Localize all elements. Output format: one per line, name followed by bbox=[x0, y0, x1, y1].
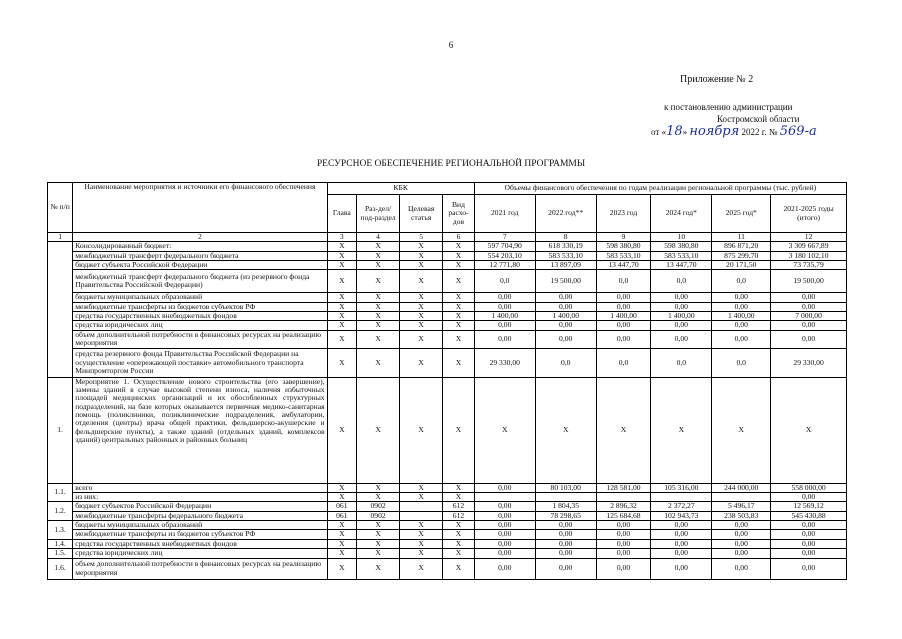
table-row bbox=[48, 493, 847, 502]
value-cell: 0,00 bbox=[535, 539, 596, 548]
kbk-cell: X bbox=[327, 521, 356, 530]
value-cell: 0,00 bbox=[712, 549, 771, 558]
value-cell: X bbox=[651, 377, 712, 483]
value-cell: 0,0 bbox=[651, 270, 712, 293]
row-name: межбюджетные трансферты федерального бюджета bbox=[73, 511, 327, 520]
kbk-cell: X bbox=[327, 558, 356, 579]
kbk-cell: X bbox=[400, 483, 443, 492]
kbk-cell: X bbox=[443, 321, 475, 330]
value-cell bbox=[596, 493, 651, 502]
column-number-row bbox=[48, 233, 847, 242]
kbk-cell: 0902 bbox=[357, 511, 400, 520]
value-cell: 0,0 bbox=[596, 348, 651, 377]
value-cell: 7 000,00 bbox=[771, 312, 847, 321]
value-cell: 618 330,19 bbox=[535, 242, 596, 251]
row-name: средства государственных внебюджетных фондов bbox=[73, 539, 327, 548]
value-cell: 0,00 bbox=[771, 302, 847, 311]
table-row bbox=[48, 521, 847, 530]
kbk-cell: X bbox=[400, 493, 443, 502]
kbk-cell: 061 bbox=[327, 511, 356, 520]
date-year: 2022 г. № bbox=[741, 127, 778, 137]
value-cell: 0,00 bbox=[712, 539, 771, 548]
row-number: 1.5. bbox=[48, 549, 73, 558]
header-year-2024: 2024 год* bbox=[651, 195, 712, 233]
kbk-cell bbox=[400, 502, 443, 511]
value-cell: 0,00 bbox=[712, 321, 771, 330]
value-cell: 0,0 bbox=[712, 270, 771, 293]
header-year-2023: 2023 год bbox=[596, 195, 651, 233]
value-cell: 0,00 bbox=[596, 330, 651, 348]
table-row bbox=[48, 321, 847, 330]
value-cell bbox=[651, 493, 712, 502]
kbk-cell: X bbox=[443, 348, 475, 377]
row-name: средства юридических лиц bbox=[73, 321, 327, 330]
table-row bbox=[48, 502, 847, 511]
date-mid: » bbox=[682, 127, 688, 137]
value-cell bbox=[474, 493, 535, 502]
kbk-cell: X bbox=[357, 558, 400, 579]
header-year-2022: 2022 год** bbox=[535, 195, 596, 233]
kbk-cell: X bbox=[357, 242, 400, 251]
kbk-cell: X bbox=[400, 330, 443, 348]
value-cell: X bbox=[474, 377, 535, 483]
value-cell: 598 380,80 bbox=[596, 242, 651, 251]
row-number bbox=[48, 242, 73, 377]
kbk-cell: X bbox=[400, 521, 443, 530]
kbk-cell: X bbox=[357, 377, 400, 483]
table-row bbox=[48, 530, 847, 539]
kbk-cell: X bbox=[400, 293, 443, 302]
value-cell: 0,00 bbox=[596, 521, 651, 530]
value-cell: X bbox=[535, 377, 596, 483]
table-row bbox=[48, 251, 847, 260]
value-cell: 0,0 bbox=[712, 348, 771, 377]
value-cell: 0,00 bbox=[535, 321, 596, 330]
value-cell: 0,00 bbox=[474, 330, 535, 348]
value-cell: 0,00 bbox=[474, 521, 535, 530]
colnum: 11 bbox=[712, 233, 771, 242]
kbk-cell: X bbox=[400, 530, 443, 539]
kbk-cell: X bbox=[327, 302, 356, 311]
kbk-cell: X bbox=[400, 270, 443, 293]
value-cell: 78 298,65 bbox=[535, 511, 596, 520]
value-cell: 0,00 bbox=[474, 321, 535, 330]
kbk-cell: X bbox=[400, 348, 443, 377]
value-cell: 1 804,35 bbox=[535, 502, 596, 511]
kbk-cell: X bbox=[443, 261, 475, 270]
row-number: 1. bbox=[48, 377, 73, 483]
value-cell: 73 735,79 bbox=[771, 261, 847, 270]
value-cell: 0,00 bbox=[712, 293, 771, 302]
kbk-cell: X bbox=[400, 321, 443, 330]
value-cell: 13 447,70 bbox=[651, 261, 712, 270]
value-cell: 2 372,27 bbox=[651, 502, 712, 511]
value-cell: 0,00 bbox=[651, 321, 712, 330]
kbk-cell: X bbox=[327, 242, 356, 251]
value-cell: 5 496,17 bbox=[712, 502, 771, 511]
kbk-cell: X bbox=[443, 521, 475, 530]
value-cell: 0,00 bbox=[535, 558, 596, 579]
value-cell: 583 533,10 bbox=[596, 251, 651, 260]
value-cell: 0,00 bbox=[651, 549, 712, 558]
appendix-label: Приложение № 2 bbox=[680, 74, 754, 85]
kbk-cell: X bbox=[400, 242, 443, 251]
kbk-cell: 612 bbox=[443, 511, 475, 520]
value-cell: 0,00 bbox=[535, 330, 596, 348]
kbk-cell: X bbox=[400, 377, 443, 483]
value-cell: 1 400,00 bbox=[596, 312, 651, 321]
value-cell: 554 203,10 bbox=[474, 251, 535, 260]
value-cell: 0,00 bbox=[596, 293, 651, 302]
value-cell: 0,0 bbox=[535, 348, 596, 377]
row-name: Консолидированный бюджет: bbox=[73, 242, 327, 251]
value-cell: 545 430,88 bbox=[771, 511, 847, 520]
kbk-cell: X bbox=[357, 261, 400, 270]
value-cell: 19 500,00 bbox=[535, 270, 596, 293]
kbk-cell bbox=[400, 511, 443, 520]
kbk-cell: X bbox=[357, 539, 400, 548]
value-cell: 2 896,32 bbox=[596, 502, 651, 511]
value-cell: 0,0 bbox=[474, 270, 535, 293]
value-cell: 0,0 bbox=[596, 270, 651, 293]
value-cell: 0,00 bbox=[474, 549, 535, 558]
value-cell: 0,00 bbox=[771, 330, 847, 348]
header-kbk: КБК bbox=[327, 183, 474, 195]
resource-table bbox=[47, 182, 847, 580]
value-cell: 0,00 bbox=[651, 530, 712, 539]
kbk-cell: X bbox=[327, 483, 356, 492]
colnum: 12 bbox=[771, 233, 847, 242]
colnum: 6 bbox=[443, 233, 475, 242]
value-cell: 0,00 bbox=[651, 302, 712, 311]
kbk-cell: X bbox=[400, 261, 443, 270]
kbk-cell: 612 bbox=[443, 502, 475, 511]
value-cell: 0,00 bbox=[651, 539, 712, 548]
value-cell: 0,00 bbox=[474, 511, 535, 520]
kbk-cell: X bbox=[357, 483, 400, 492]
row-name: межбюджетный трансферт федерального бюджета (из резервного фонда Правительства Российской Федерации) bbox=[73, 270, 327, 293]
table-row bbox=[48, 483, 847, 492]
value-cell: 0,00 bbox=[712, 330, 771, 348]
date-month-handwritten: ноября bbox=[689, 124, 740, 139]
value-cell: 0,00 bbox=[771, 493, 847, 502]
value-cell: 583 533,10 bbox=[651, 251, 712, 260]
kbk-cell: X bbox=[327, 321, 356, 330]
page-number: 6 bbox=[448, 40, 454, 50]
value-cell: 0,00 bbox=[771, 558, 847, 579]
kbk-cell: X bbox=[443, 493, 475, 502]
kbk-cell: X bbox=[400, 302, 443, 311]
value-cell: 0,00 bbox=[651, 330, 712, 348]
value-cell: 583 533,10 bbox=[535, 251, 596, 260]
value-cell: 20 171,50 bbox=[712, 261, 771, 270]
value-cell: 0,00 bbox=[474, 483, 535, 492]
value-cell: 13 897,09 bbox=[535, 261, 596, 270]
value-cell: 0,00 bbox=[771, 321, 847, 330]
table-row bbox=[48, 348, 847, 377]
value-cell: X bbox=[596, 377, 651, 483]
value-cell: 0,00 bbox=[771, 521, 847, 530]
value-cell: 1 400,00 bbox=[535, 312, 596, 321]
row-number: 1.2. bbox=[48, 502, 73, 521]
row-name: межбюджетные трансферты из бюджетов субъектов РФ bbox=[73, 302, 327, 311]
table-row bbox=[48, 511, 847, 520]
value-cell: 598 380,80 bbox=[651, 242, 712, 251]
value-cell: 558 000,00 bbox=[771, 483, 847, 492]
colnum: 9 bbox=[596, 233, 651, 242]
row-name: бюджеты муниципальных образований bbox=[73, 521, 327, 530]
value-cell: 875 299,70 bbox=[712, 251, 771, 260]
kbk-cell: X bbox=[327, 293, 356, 302]
value-cell: 3 180 102,10 bbox=[771, 251, 847, 260]
colnum: 5 bbox=[400, 233, 443, 242]
value-cell: 125 684,68 bbox=[596, 511, 651, 520]
value-cell: 19 500,00 bbox=[771, 270, 847, 293]
header-year-2025: 2025 год* bbox=[712, 195, 771, 233]
colnum: 2 bbox=[73, 233, 327, 242]
table-row bbox=[48, 293, 847, 302]
value-cell: 0,00 bbox=[474, 302, 535, 311]
kbk-cell: X bbox=[357, 493, 400, 502]
kbk-cell: 061 bbox=[327, 502, 356, 511]
value-cell: 0,00 bbox=[712, 302, 771, 311]
kbk-cell: X bbox=[443, 242, 475, 251]
header-num: № п/п bbox=[48, 183, 73, 233]
kbk-cell: X bbox=[443, 270, 475, 293]
kbk-cell: X bbox=[443, 312, 475, 321]
colnum: 4 bbox=[357, 233, 400, 242]
value-cell: 244 000,00 bbox=[712, 483, 771, 492]
value-cell: 0,00 bbox=[771, 549, 847, 558]
value-cell: 12 569,12 bbox=[771, 502, 847, 511]
table-row bbox=[48, 377, 847, 483]
value-cell: 102 943,73 bbox=[651, 511, 712, 520]
kbk-cell: X bbox=[443, 530, 475, 539]
value-cell: 0,00 bbox=[771, 293, 847, 302]
value-cell: 0,0 bbox=[651, 348, 712, 377]
kbk-cell: X bbox=[327, 270, 356, 293]
kbk-cell: 0902 bbox=[357, 502, 400, 511]
value-cell: 0,00 bbox=[771, 530, 847, 539]
value-cell: 238 503,83 bbox=[712, 511, 771, 520]
value-cell: 0,00 bbox=[474, 530, 535, 539]
kbk-cell: X bbox=[400, 251, 443, 260]
kbk-cell: X bbox=[443, 330, 475, 348]
kbk-cell: X bbox=[357, 530, 400, 539]
kbk-cell: X bbox=[327, 549, 356, 558]
table-body bbox=[48, 183, 847, 580]
value-cell: X bbox=[771, 377, 847, 483]
row-name: межбюджетный трансферт федерального бюджета bbox=[73, 251, 327, 260]
kbk-cell: X bbox=[327, 539, 356, 548]
kbk-cell: X bbox=[357, 270, 400, 293]
value-cell: 105 316,00 bbox=[651, 483, 712, 492]
kbk-cell: X bbox=[327, 348, 356, 377]
kbk-cell: X bbox=[443, 558, 475, 579]
value-cell: 3 309 667,89 bbox=[771, 242, 847, 251]
row-name: средства юридических лиц bbox=[73, 549, 327, 558]
value-cell: 0,00 bbox=[712, 530, 771, 539]
kbk-cell: X bbox=[357, 549, 400, 558]
kbk-cell: X bbox=[357, 312, 400, 321]
table-row bbox=[48, 549, 847, 558]
header-section: Раз-дел/под-раздел bbox=[357, 195, 400, 233]
value-cell bbox=[712, 493, 771, 502]
row-name: бюджет субъектов Российской Федерации bbox=[73, 502, 327, 511]
value-cell: 0,00 bbox=[474, 539, 535, 548]
value-cell: 128 581,00 bbox=[596, 483, 651, 492]
value-cell: 0,00 bbox=[771, 539, 847, 548]
value-cell: 0,00 bbox=[535, 549, 596, 558]
value-cell: 0,00 bbox=[596, 558, 651, 579]
table-row bbox=[48, 270, 847, 293]
kbk-cell: X bbox=[327, 530, 356, 539]
value-cell: 13 447,70 bbox=[596, 261, 651, 270]
header-volumes: Объемы финансового обеспечения по годам реализации региональной программы (тыс. рублей) bbox=[474, 183, 846, 195]
row-name: межбюджетные трансферты из бюджетов субъектов РФ bbox=[73, 530, 327, 539]
value-cell: 29 330,00 bbox=[771, 348, 847, 377]
value-cell: 597 704,90 bbox=[474, 242, 535, 251]
kbk-cell: X bbox=[443, 549, 475, 558]
row-name: объем дополнительной потребности в финансовых ресурсах на реализацию мероприятия bbox=[73, 330, 327, 348]
kbk-cell: X bbox=[357, 293, 400, 302]
kbk-cell: X bbox=[357, 330, 400, 348]
kbk-cell: X bbox=[400, 312, 443, 321]
row-name: из них: bbox=[73, 493, 327, 502]
row-name: средства государственных внебюджетных фондов bbox=[73, 312, 327, 321]
value-cell: 0,00 bbox=[535, 530, 596, 539]
value-cell: 0,00 bbox=[651, 293, 712, 302]
row-number: 1.1. bbox=[48, 483, 73, 502]
header-expense-type: Вид расхо-дов bbox=[443, 195, 475, 233]
row-name: средства резервного фонда Правительства Российской Федерации на осуществление «опережающей поставки» автомобильного транспорта Минпромторгом России bbox=[73, 348, 327, 377]
colnum: 1 bbox=[48, 233, 73, 242]
value-cell: 0,00 bbox=[474, 502, 535, 511]
value-cell: 1 400,00 bbox=[651, 312, 712, 321]
decree-reference: к постановлению администрации bbox=[664, 102, 793, 112]
kbk-cell: X bbox=[443, 539, 475, 548]
value-cell: 0,00 bbox=[474, 293, 535, 302]
colnum: 10 bbox=[651, 233, 712, 242]
value-cell: 0,00 bbox=[596, 549, 651, 558]
value-cell: 0,00 bbox=[474, 558, 535, 579]
kbk-cell: X bbox=[357, 251, 400, 260]
value-cell: 0,00 bbox=[651, 521, 712, 530]
decree-number-handwritten: 569-а bbox=[779, 124, 817, 139]
decree-date-line bbox=[651, 124, 817, 139]
kbk-cell: X bbox=[357, 321, 400, 330]
date-prefix: от « bbox=[651, 127, 667, 137]
value-cell: 0,00 bbox=[535, 521, 596, 530]
colnum: 8 bbox=[535, 233, 596, 242]
table-row bbox=[48, 312, 847, 321]
row-number: 1.6. bbox=[48, 558, 73, 579]
kbk-cell: X bbox=[327, 377, 356, 483]
value-cell: X bbox=[712, 377, 771, 483]
value-cell: 0,00 bbox=[712, 558, 771, 579]
table-row bbox=[48, 302, 847, 311]
kbk-cell: X bbox=[357, 521, 400, 530]
kbk-cell: X bbox=[443, 251, 475, 260]
value-cell: 1 400,00 bbox=[712, 312, 771, 321]
value-cell: 0,00 bbox=[596, 302, 651, 311]
kbk-cell: X bbox=[327, 251, 356, 260]
header-total: 2021-2025 годы (итого) bbox=[771, 195, 847, 233]
kbk-cell: X bbox=[400, 558, 443, 579]
document-title: РЕСУРСНОЕ ОБЕСПЕЧЕНИЕ РЕГИОНАЛЬНОЙ ПРОГРАММЫ bbox=[316, 159, 586, 169]
header-target: Целевая статья bbox=[400, 195, 443, 233]
kbk-cell: X bbox=[357, 348, 400, 377]
header-name: Наименование мероприятия и источники его финансового обеспечения bbox=[73, 183, 327, 233]
row-name: Мероприятие 1. Осуществление нового строительства (его завершение), замены зданий в случае высокой степени износа, наличия избыточных площадей медицинских организаций и их обособленных структурных подразделений, на базе которых оказывается первичная медико-санитарная помощь (поликлиники, поликлинические подразделения, амбулатории, отделения (центры) врача общей практики, фельдшерско-акушерские и фельдшерские пункты), а также зданий (отдельных зданий, комплексов зданий) центральных районных и районных больниц bbox=[73, 377, 327, 483]
colnum: 3 bbox=[327, 233, 356, 242]
value-cell: 29 330,00 bbox=[474, 348, 535, 377]
value-cell: 1 400,00 bbox=[474, 312, 535, 321]
date-day-handwritten: 18 bbox=[666, 124, 683, 139]
kbk-cell: X bbox=[327, 493, 356, 502]
table-row bbox=[48, 558, 847, 579]
row-number: 1.3. bbox=[48, 521, 73, 540]
value-cell: 0,00 bbox=[596, 539, 651, 548]
row-name: всего bbox=[73, 483, 327, 492]
row-number: 1.4. bbox=[48, 539, 73, 548]
table-row bbox=[48, 330, 847, 348]
kbk-cell: X bbox=[443, 302, 475, 311]
table-row bbox=[48, 539, 847, 548]
value-cell: 0,00 bbox=[535, 302, 596, 311]
row-name: бюджеты муниципальных образований bbox=[73, 293, 327, 302]
table-row bbox=[48, 261, 847, 270]
table-row bbox=[48, 242, 847, 251]
value-cell: 0,00 bbox=[596, 321, 651, 330]
kbk-cell: X bbox=[400, 539, 443, 548]
kbk-cell: X bbox=[327, 312, 356, 321]
value-cell: 0,00 bbox=[712, 521, 771, 530]
row-name: объем дополнительной потребности в финансовых ресурсах на реализацию мероприятия bbox=[73, 558, 327, 579]
region-name: Костромской области bbox=[717, 114, 800, 124]
value-cell: 0,00 bbox=[651, 558, 712, 579]
kbk-cell: X bbox=[443, 377, 475, 483]
row-name: бюджет субъекта Российской Федерации bbox=[73, 261, 327, 270]
colnum: 7 bbox=[474, 233, 535, 242]
kbk-cell: X bbox=[327, 330, 356, 348]
kbk-cell: X bbox=[443, 483, 475, 492]
header-year-2021: 2021 год bbox=[474, 195, 535, 233]
header-chapter: Глава bbox=[327, 195, 356, 233]
value-cell: 80 103,00 bbox=[535, 483, 596, 492]
kbk-cell: X bbox=[357, 302, 400, 311]
value-cell: 0,00 bbox=[535, 293, 596, 302]
value-cell bbox=[535, 493, 596, 502]
value-cell: 12 771,80 bbox=[474, 261, 535, 270]
kbk-cell: X bbox=[327, 261, 356, 270]
value-cell: 896 871,20 bbox=[712, 242, 771, 251]
kbk-cell: X bbox=[400, 549, 443, 558]
kbk-cell: X bbox=[443, 293, 475, 302]
value-cell: 0,00 bbox=[596, 530, 651, 539]
header-row bbox=[48, 183, 847, 195]
